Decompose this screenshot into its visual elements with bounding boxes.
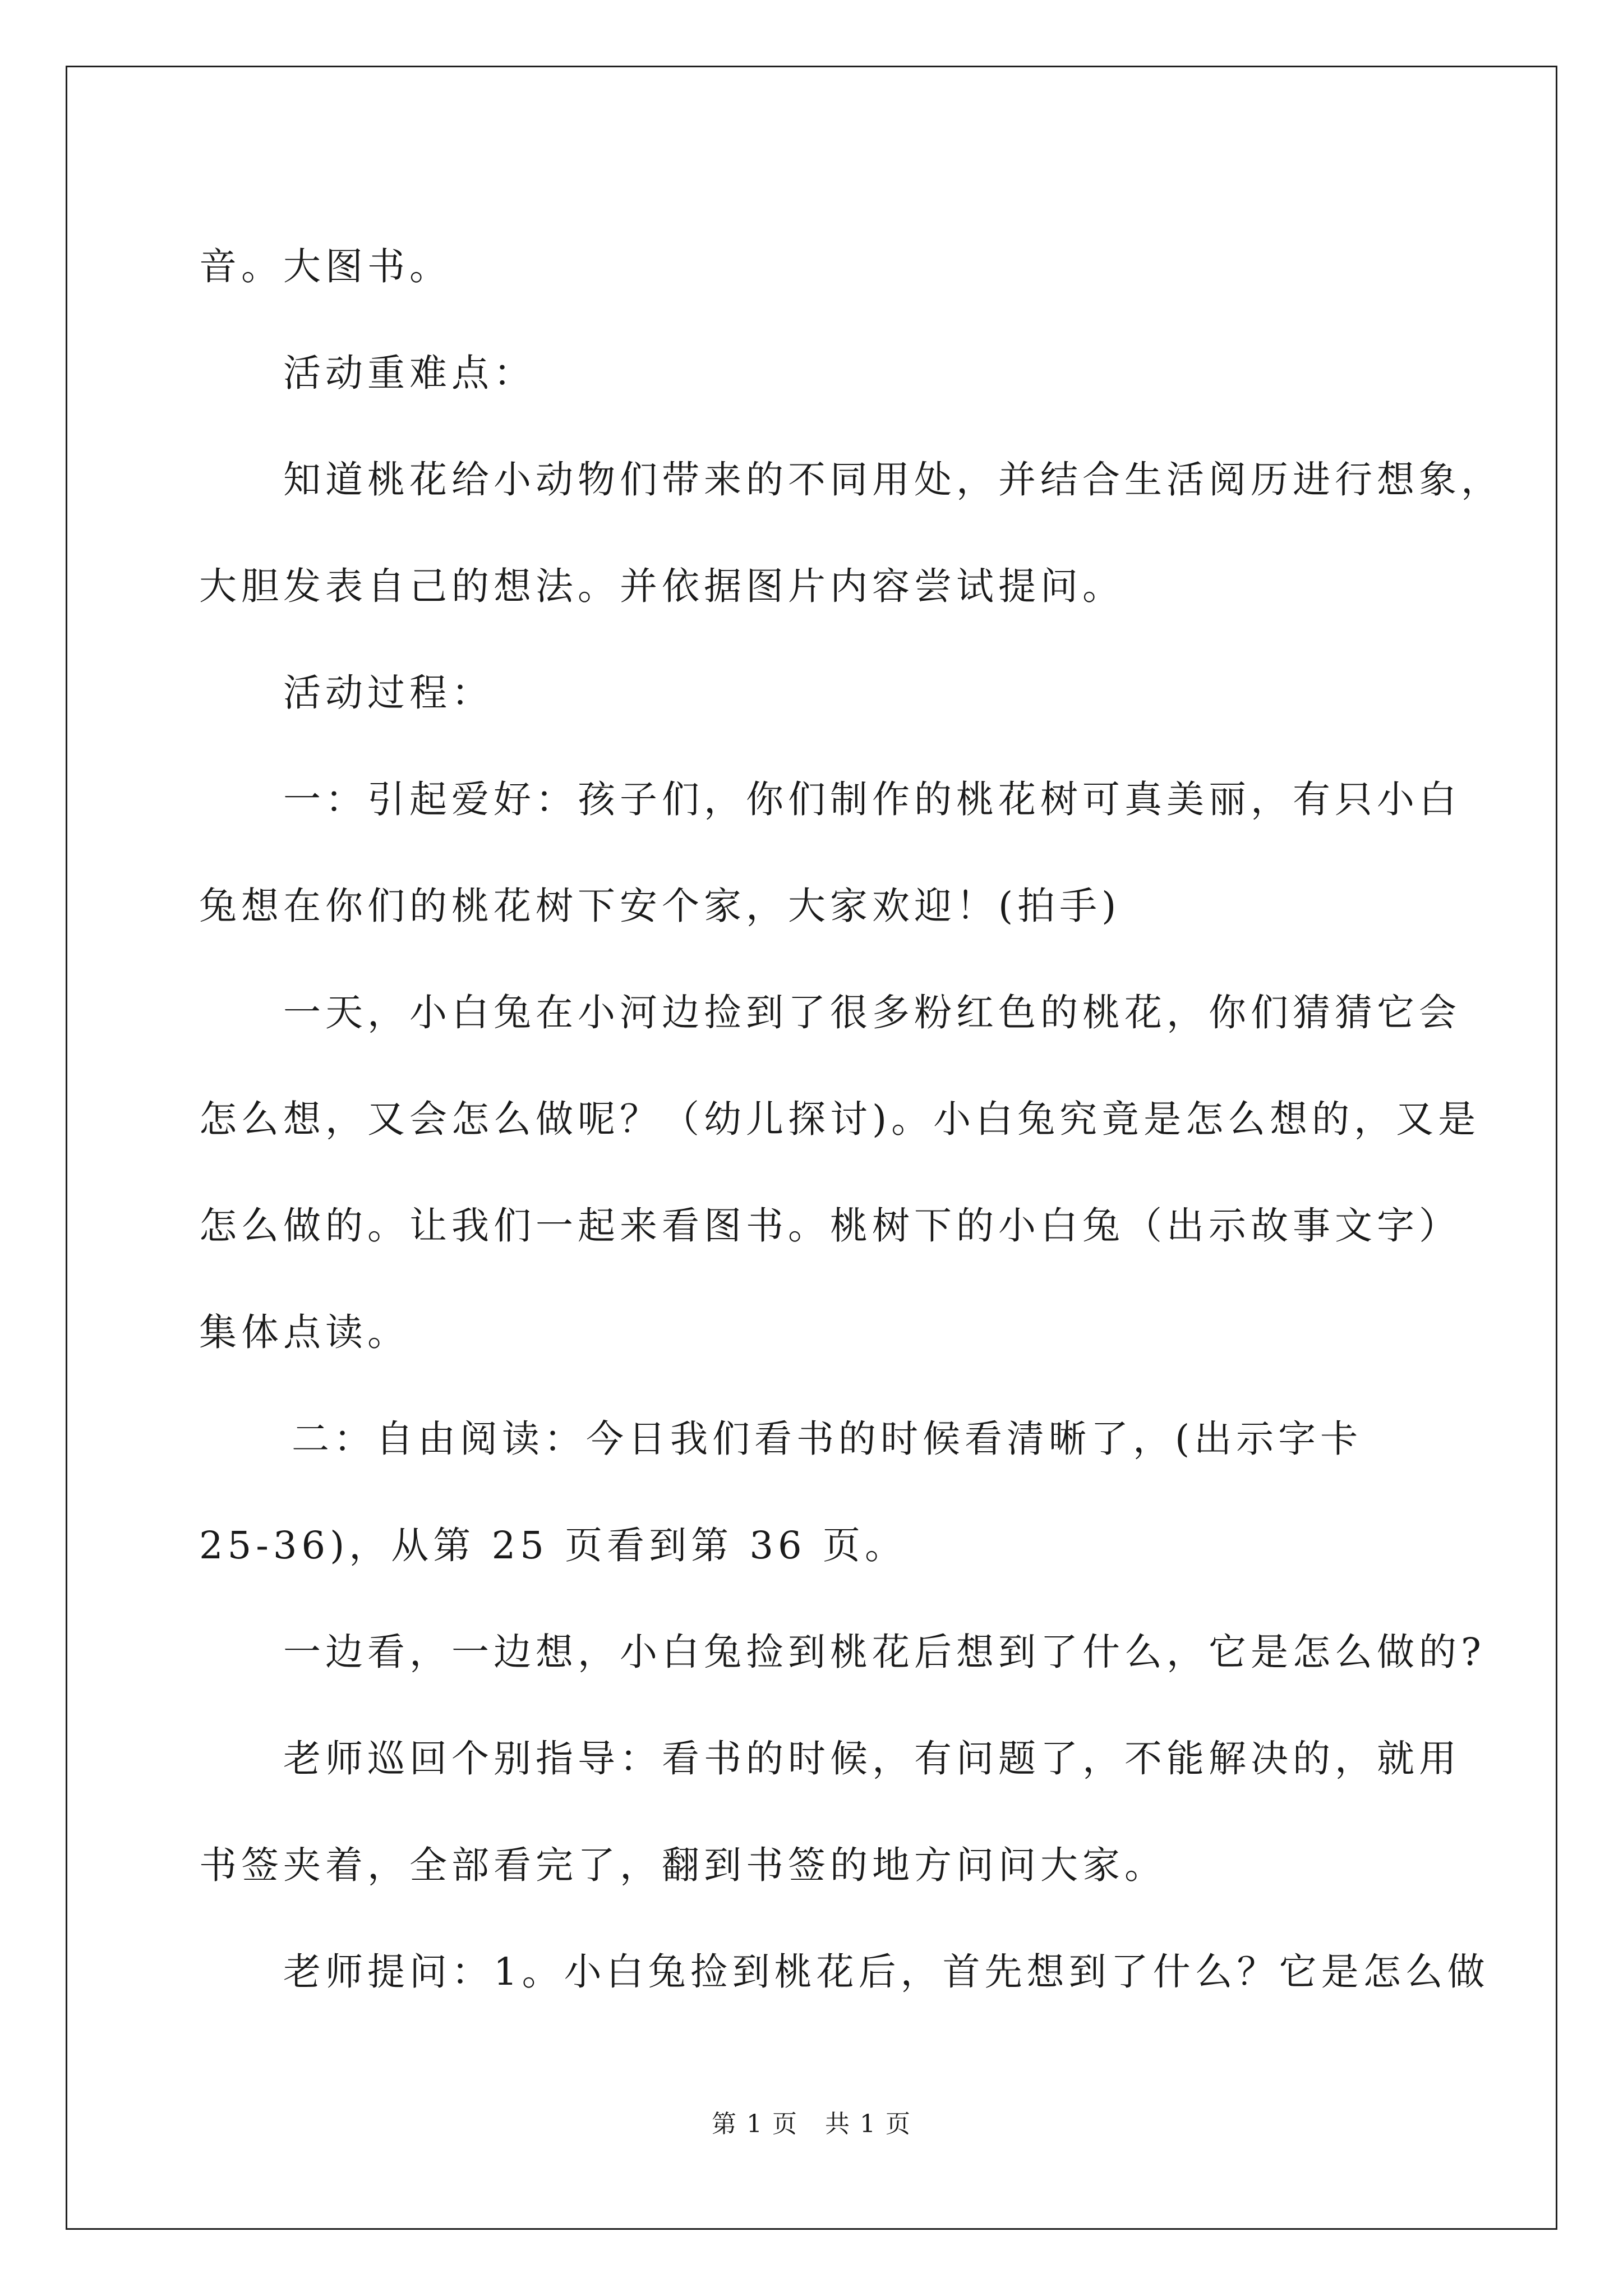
paragraph-line: 怎么做的。让我们一起来看图书。桃树下的小白兔（出示故事文字） <box>199 1204 1461 1248</box>
paragraph-line: 老师巡回个别指导：看书的时候，有问题了，不能解决的，就用 <box>283 1737 1461 1780</box>
paragraph-line: 一边看，一边想，小白兔捡到桃花后想到了什么，它是怎么做的? <box>283 1630 1486 1674</box>
paragraph-line: 知道桃花给小动物们带来的不同用处，并结合生活阅历进行想象， <box>283 458 1503 501</box>
paragraph-line: 活动过程： <box>283 671 494 715</box>
paragraph-line: 音。大图书。 <box>199 245 451 288</box>
paragraph-line: 活动重难点： <box>283 351 536 395</box>
paragraph-line: 二：自由阅读：今日我们看书的时候看清晰了，(出示字卡 <box>292 1417 1363 1461</box>
paragraph-line: 书签夹着，全部看完了，翻到书签的地方问问大家。 <box>199 1843 1166 1887</box>
page-footer: 第 1 页 共 1 页 <box>712 2110 911 2138</box>
paragraph-line: 大胆发表自己的想法。并依据图片内容尝试提问。 <box>199 564 1124 608</box>
paragraph-line: 怎么想，又会怎么做呢？（幼儿探讨)。小白兔究竟是怎么想的，又是 <box>199 1097 1481 1141</box>
paragraph-line: 一：引起爱好：孩子们，你们制作的桃花树可真美丽，有只小白 <box>283 777 1461 821</box>
paragraph-line: 兔想在你们的桃花树下安个家，大家欢迎！(拍手) <box>199 884 1121 928</box>
paragraph-line: 一天，小白兔在小河边捡到了很多粉红色的桃花，你们猜猜它会 <box>283 991 1461 1034</box>
document-body <box>199 213 1503 2025</box>
paragraph-line: 集体点读。 <box>199 1310 409 1354</box>
paragraph-line: 25-36)，从第 25 页看到第 36 页。 <box>199 1524 907 1567</box>
paragraph-line: 老师提问：1。小白兔捡到桃花后，首先想到了什么？它是怎么做 <box>283 1950 1490 1994</box>
